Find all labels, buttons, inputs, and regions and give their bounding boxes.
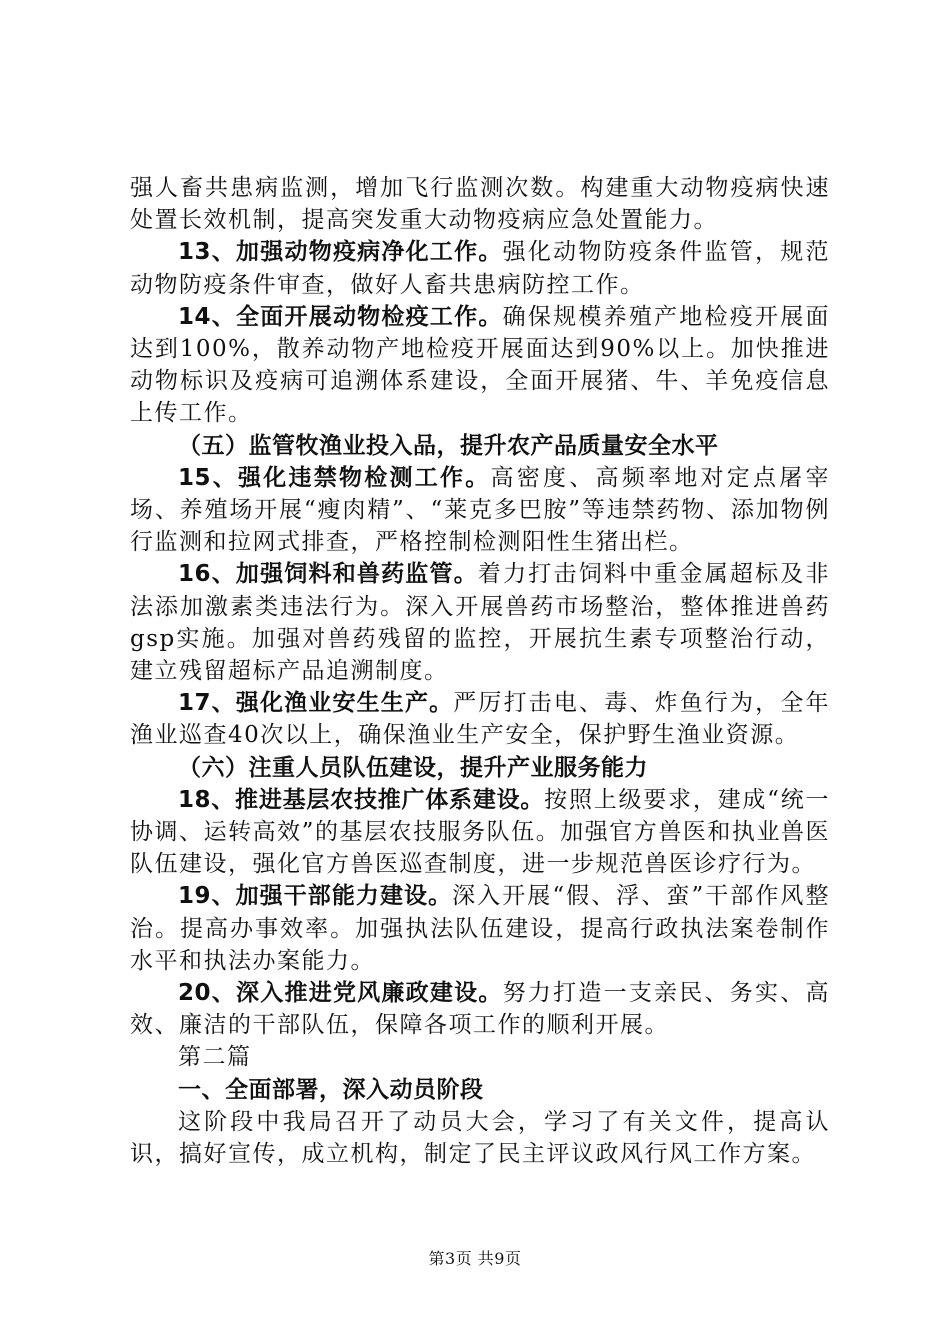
page-number-footer: 第3页 共9页	[428, 1249, 522, 1268]
item-16-title: 16、加强饲料和兽药监管。	[178, 561, 478, 588]
stage-heading: 一、全面部署，深入动员阶段	[178, 1076, 484, 1103]
document-body	[130, 172, 830, 1170]
paragraph-18	[130, 784, 830, 881]
item-18-title: 18、推进基层农技推广体系建设。	[178, 786, 545, 813]
paragraph-final-text: 这阶段中我局召开了动员大会，学习了有关文件，提高认识，搞好宣传，成立机构，制定了民主评议政风行风工作方案。	[130, 1108, 830, 1168]
paragraph-19	[130, 880, 830, 977]
item-18-body: 按照上级要求，建成“统一协调、运转高效”的基层农技服务队伍。加强官方兽医和执业兽医队伍建设，强化官方兽医巡查制度，进一步规范兽医诊疗行为。	[130, 786, 830, 878]
item-20-body: 努力打造一支亲民、务实、高效、廉洁的干部队伍，保障各项工作的顺利开展。	[130, 980, 830, 1039]
item-19-body: 深入开展“假、浮、蛮”干部作风整治。提高办事效率。加强执法队伍建设，提高行政执法案卷制作水平和执法办案能力。	[130, 883, 830, 974]
paragraph-final	[130, 1106, 830, 1170]
item-14-body: 确保规模养殖产地检疫开展面达到100%，散养动物产地检疫开展面达到90%以上。加快推进动物标识及疫病可追溯体系建设，全面开展猪、牛、羊免疫信息上传工作。	[130, 303, 830, 427]
item-17-body: 严厉打击电、毒、炸鱼行为，全年渔业巡查40次以上，确保渔业生产安全，保护野生渔业资源。	[130, 690, 830, 749]
item-15-body: 高密度、高频率地对定点屠宰场、养殖场开展“瘦肉精”、“莱克多巴胺”等违禁药物、添加物例行监测和拉网式排查，严格控制检测阳性生猪出栏。	[130, 464, 830, 556]
section-heading-5: （五）监管牧渔业投入品，提升农产品质量安全水平	[178, 432, 719, 459]
part-label: 第二篇	[178, 1044, 252, 1071]
paragraph-16	[130, 558, 830, 687]
paragraph-intro	[130, 172, 830, 236]
paragraph-20	[130, 977, 830, 1041]
item-19-title: 19、加强干部能力建设。	[178, 883, 453, 910]
item-14-title: 14、全面开展动物检疫工作。	[178, 303, 503, 330]
paragraph-13	[130, 236, 830, 300]
item-15-title: 15、强化违禁物检测工作。	[178, 464, 491, 491]
section-heading-6: （六）注重人员队伍建设，提升产业服务能力	[178, 754, 648, 781]
item-17-title: 17、强化渔业安生生产。	[178, 690, 454, 717]
paragraph-intro-text: 强人畜共患病监测，增加飞行监测次数。构建重大动物疫病快速处置长效机制，提高突发重大动物疫病应急处置能力。	[130, 175, 830, 234]
paragraph-14	[130, 301, 830, 430]
paragraph-15	[130, 462, 830, 559]
paragraph-17	[130, 687, 830, 751]
item-13-body: 强化动物防疫条件监管，规范动物防疫条件审查，做好人畜共患病防控工作。	[130, 239, 830, 298]
item-16-body: 着力打击饲料中重金属超标及非法添加激素类违法行为。深入开展兽药市场整治，整体推进兽药gsp实施。加强对兽药残留的监控，开展抗生素专项整治行动，建立残留超标产品追溯制度。	[130, 561, 830, 685]
item-20-title: 20、深入推进党风廉政建设。	[178, 980, 503, 1007]
item-13-title: 13、加强动物疫病净化工作。	[178, 239, 503, 266]
